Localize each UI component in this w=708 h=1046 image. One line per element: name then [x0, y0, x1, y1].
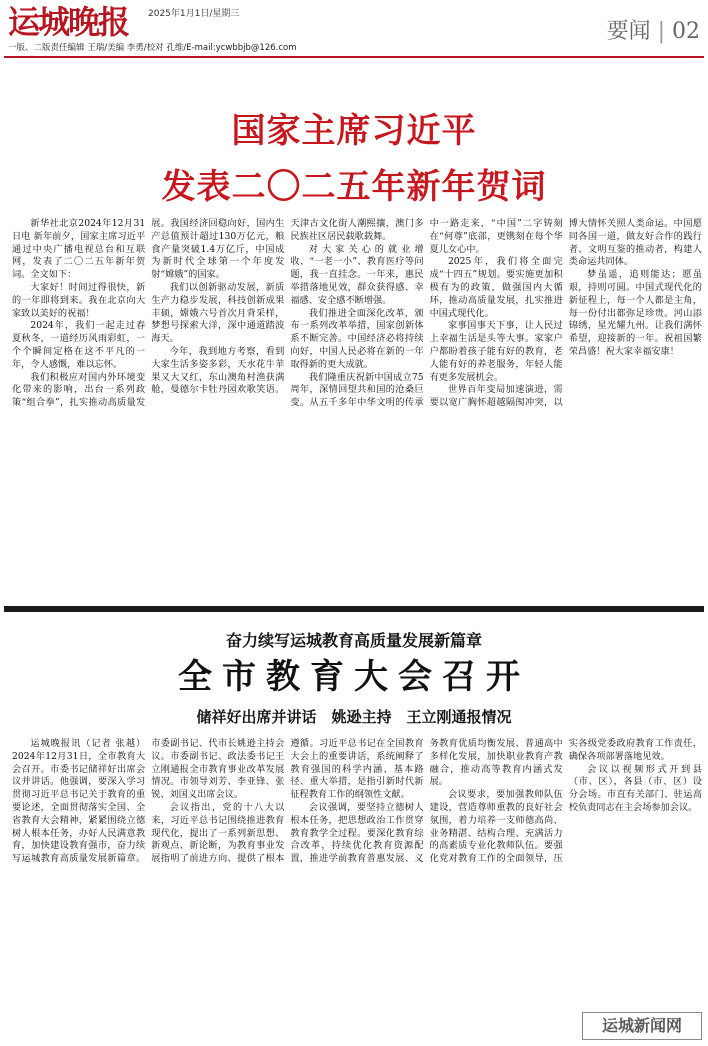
article1-body	[12, 218, 702, 598]
paragraph: 会议要求，要加强教师队伍建设，营造尊师重教的良好社会氛围，着力培养一支师德高尚、业务精湛、结构合理、充满活力的高素质专业化教师队伍。要强化党对教育工作的全面领导，压实各级党委政府教育工作责任，确保各项部署落地见效。	[429, 738, 702, 865]
masthead	[0, 0, 708, 58]
paragraph: 世界百年变局加速演进，需要以宽广胸怀超越隔阂冲突，以博大情怀关照人类命运。中国愿同各国一道，做友好合作的践行者、文明互鉴的推动者，构建人类命运共同体。	[429, 218, 702, 409]
paragraph: 会议指出，党的十八大以来，习近平总书记围绕推进教育现代化，提出了一系列新思想、新观点、新论断，为教育事业发展指明了前进方向、提供了根本遵循。习近平总书记在全国教育大会上的重要讲话，系统阐释了教育强国的科学内涵、基本路径、重大举措，是指引新时代新征程教育工作的纲领性文献。	[151, 738, 424, 865]
education-conference-article	[0, 614, 708, 1046]
editor-credits: 一版、二版责任编辑 王瑞/美编 李勇/校对 孔维/E-mail:ycwbbjb@126.com	[8, 43, 297, 53]
page-number: 02	[672, 19, 700, 44]
paragraph: 我们以创新驱动发展，新质生产力稳步发展，科技创新成果丰硕，嫦娥六号首次月背采样，梦想号探索大洋，深中通道踏波海天。	[151, 281, 285, 345]
paragraph: 会议强调，要坚持立德树人根本任务，把思想政治工作贯穿教育教学全过程。要深化教育综合改革，持续优化教育资源配置，推进学前教育普惠发展、义务教育优质均衡发展、普通高中多样化发展，加快职业教育产教融合，推动高等教育内涵式发展。	[290, 738, 563, 865]
paragraph: 我们积极应对国内外环境变化带来的影响，出台一系列政策“组合拳”，扎实推动高质量发展。我国经济回稳向好，国内生产总值预计超过130万亿元，粮食产量突破1.4万亿斤，中国成为新时代全球第一个年度发射“嫦娥”的国家。	[12, 218, 285, 409]
masthead-rule	[4, 56, 704, 58]
new-year-speech-article	[0, 62, 708, 602]
article1-headline	[0, 110, 708, 222]
article2-kicker: 奋力续写运城教育高质量发展新篇章	[225, 631, 482, 650]
issue-date: 2025年1月1日/星期三	[148, 9, 240, 19]
site-watermark: 运城新闻网	[582, 1012, 702, 1040]
paragraph: 会议以视频形式开到县（市、区），各县（市、区）设分会场。市直有关部门、驻运高校负责同志在主会场参加会议。	[568, 763, 702, 813]
newspaper-logo: 运城晚报	[8, 3, 129, 41]
paragraph: 家事国事天下事，让人民过上幸福生活是头等大事。家家户户都盼着孩子能有好的教育，老人能有好的养老服务，年轻人能有更多发展机会。	[429, 320, 563, 383]
section-name: 要闻	[606, 19, 651, 44]
paragraph: 我们隆重庆祝新中国成立75周年，深情回望共和国的沧桑巨变。从五千多年中华文明的传承中一路走来，“中国”二字铸刻在“何尊”底部，更镌刻在每个华夏儿女心中。	[290, 218, 563, 409]
article2-subhead: 储祥好出席并讲话 姚逊主持 王立刚通报情况	[196, 708, 512, 726]
paragraph: 2025年，我们将全面完成“十四五”规划。要实施更加积极有为的政策，做强国内大循环，推动高质量发展，扎实推进中国式现代化。	[429, 256, 563, 319]
paragraph: 梦虽遥，追则能达；愿虽艰，持则可圆。中国式现代化的新征程上，每一个人都是主角，每一份付出都弥足珍贵。河山添锦绣，星光耀九州。让我们满怀希望，迎接新的一年。祝祖国繁荣昌盛！祝大家幸福安康！	[568, 269, 702, 357]
section-label: 要闻 | 02	[606, 19, 700, 44]
paragraph: 运城晚报讯（记者 张越）2024年12月31日，全市教育大会召开。市委书记储祥好出席会议并讲话。他强调，要深入学习贯彻习近平总书记关于教育的重要论述，全面贯彻落实全国、全省教育大会精神，紧紧围绕立德树人根本任务，办好人民满意教育，加快建设教育强市，奋力续写运城教育高质量发展新篇章。市委副书记、代市长姚逊主持会议。市委副书记、政法委书记王立刚通报全市教育事业改革发展情况。市领导刘芳、李亚锋、张锐、刘国义出席会议。	[12, 738, 285, 865]
paragraph: 今年，我到地方考察，看到大家生活多姿多彩，天水花牛苹果又大又红，东山澳角村渔获满舱，曼德尔卡牡丹园欢歌笑语。天津古文化街人潮熙攘，澳门多民族社区居民载歌载舞。	[151, 218, 424, 396]
article2-body	[12, 738, 702, 1042]
paragraph: 新华社北京2024年12月31日电 新年前夕，国家主席习近平通过中央广播电视总台和互联网，发表了二〇二五年新年贺词。全文如下：	[12, 218, 146, 281]
paragraph: 大家好！时间过得很快，新的一年即将到来。我在北京向大家致以美好的祝福！	[12, 281, 146, 319]
article-separator	[4, 606, 704, 612]
article2-headline: 全市教育大会召开	[178, 657, 530, 697]
headline-line-2: 发表二〇二五年新年贺词	[161, 167, 547, 207]
paragraph: 2024年，我们一起走过春夏秋冬，一道经历风雨彩虹，一个个瞬间定格在这不平凡的一年，令人感慨，难以忘怀。	[12, 320, 146, 370]
headline-line-1: 国家主席习近平	[231, 111, 477, 151]
paragraph: 我们推进全面深化改革，颁布一系列改革举措，国家创新体系不断完善。中国经济必将持续向好，中国人民必将在新的一年取得新的更大成就。	[290, 307, 424, 370]
paragraph: 对大家关心的就业增收、“一老一小”、教育医疗等问题，我一直挂念。一年来，惠民举措落地见效，群众获得感、幸福感、安全感不断增强。	[290, 243, 424, 306]
